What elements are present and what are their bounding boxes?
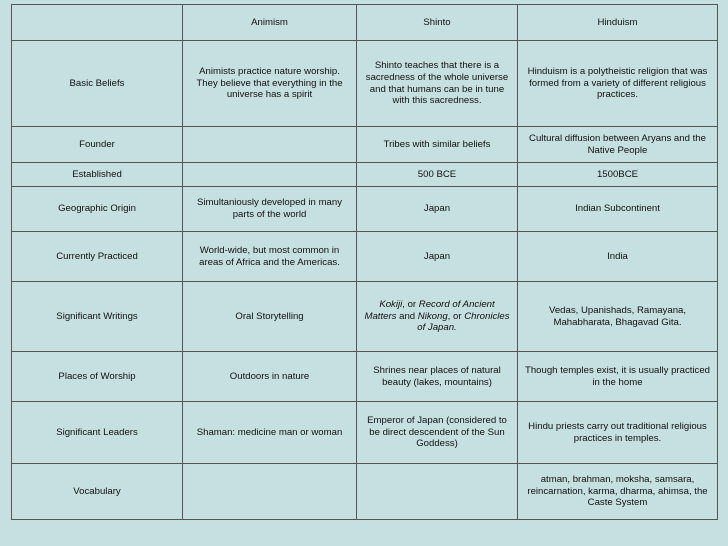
hinduism-cell: Hindu priests carry out traditional religious practices in temples. [518,402,718,464]
hinduism-cell: India [518,232,718,282]
table-row [12,352,718,402]
hinduism-cell: atman, brahman, moksha, samsara, reincarnation, karma, dharma, ahimsa, the Caste System [518,464,718,520]
nikong-title: Nikong [417,310,448,322]
hinduism-cell: Though temples exist, it is usually practiced in the home [518,352,718,402]
hinduism-cell: 1500BCE [518,163,718,187]
header-hinduism: Hinduism [518,5,718,41]
table-row [12,282,718,352]
header-shinto: Shinto [357,5,518,41]
row-label: Vocabulary [12,464,183,520]
row-label: Established [12,163,183,187]
animism-cell [183,163,357,187]
table-row [12,127,718,163]
shinto-cell: 500 BCE [357,163,518,187]
text-fragment: , or [447,310,465,322]
shinto-cell: Emperor of Japan (considered to be direct descendent of the Sun Goddess) [357,402,518,464]
table-row [12,232,718,282]
shinto-cell: Japan [357,232,518,282]
table-row [12,402,718,464]
row-label: Geographic Origin [12,187,183,232]
row-label: Significant Leaders [12,402,183,464]
row-label: Significant Writings [12,282,183,352]
shinto-cell: Tribes with similar beliefs [357,127,518,163]
hinduism-cell: Hinduism is a polytheistic religion that was formed from a variety of different religious practices. [518,41,718,127]
hinduism-cell: Indian Subcontinent [518,187,718,232]
header-row [12,5,718,41]
shinto-cell: Shinto teaches that there is a sacredness of the whole universe and that humans can be in tune with this sacredness. [357,41,518,127]
animism-cell: Oral Storytelling [183,282,357,352]
animism-cell: Animists practice nature worship. They believe that everything in the universe has a spirit [183,41,357,127]
chronicles-title: Chronicles of Japan. [417,310,510,334]
row-label: Basic Beliefs [12,41,183,127]
row-label: Currently Practiced [12,232,183,282]
shinto-cell: Shrines near places of natural beauty (lakes, mountains) [357,352,518,402]
header-animism: Animism [183,5,357,41]
religions-comparison-table [11,4,718,520]
table-row [12,187,718,232]
header-corner-cell [12,5,183,41]
row-label: Founder [12,127,183,163]
shinto-cell: Japan [357,187,518,232]
animism-cell [183,127,357,163]
text-fragment: and [396,310,418,322]
table-row [12,41,718,127]
animism-cell: Outdoors in nature [183,352,357,402]
table-row [12,163,718,187]
record-title: Record of Ancient Matters [364,299,495,322]
shinto-cell [357,464,518,520]
animism-cell: Simultaniously developed in many parts of the world [183,187,357,232]
animism-cell: World-wide, but most common in areas of Africa and the Americas. [183,232,357,282]
animism-cell: Shaman: medicine man or woman [183,402,357,464]
table-row [12,464,718,520]
hinduism-cell: Cultural diffusion between Aryans and the Native People [518,127,718,163]
hinduism-cell: Vedas, Upanishads, Ramayana, Mahabharata, Bhagavad Gita. [518,282,718,352]
row-label: Places of Worship [12,352,183,402]
animism-cell [183,464,357,520]
shinto-cell [357,282,518,352]
kokiji-title: Kokiji [379,299,403,311]
text-fragment: , or [402,299,419,311]
